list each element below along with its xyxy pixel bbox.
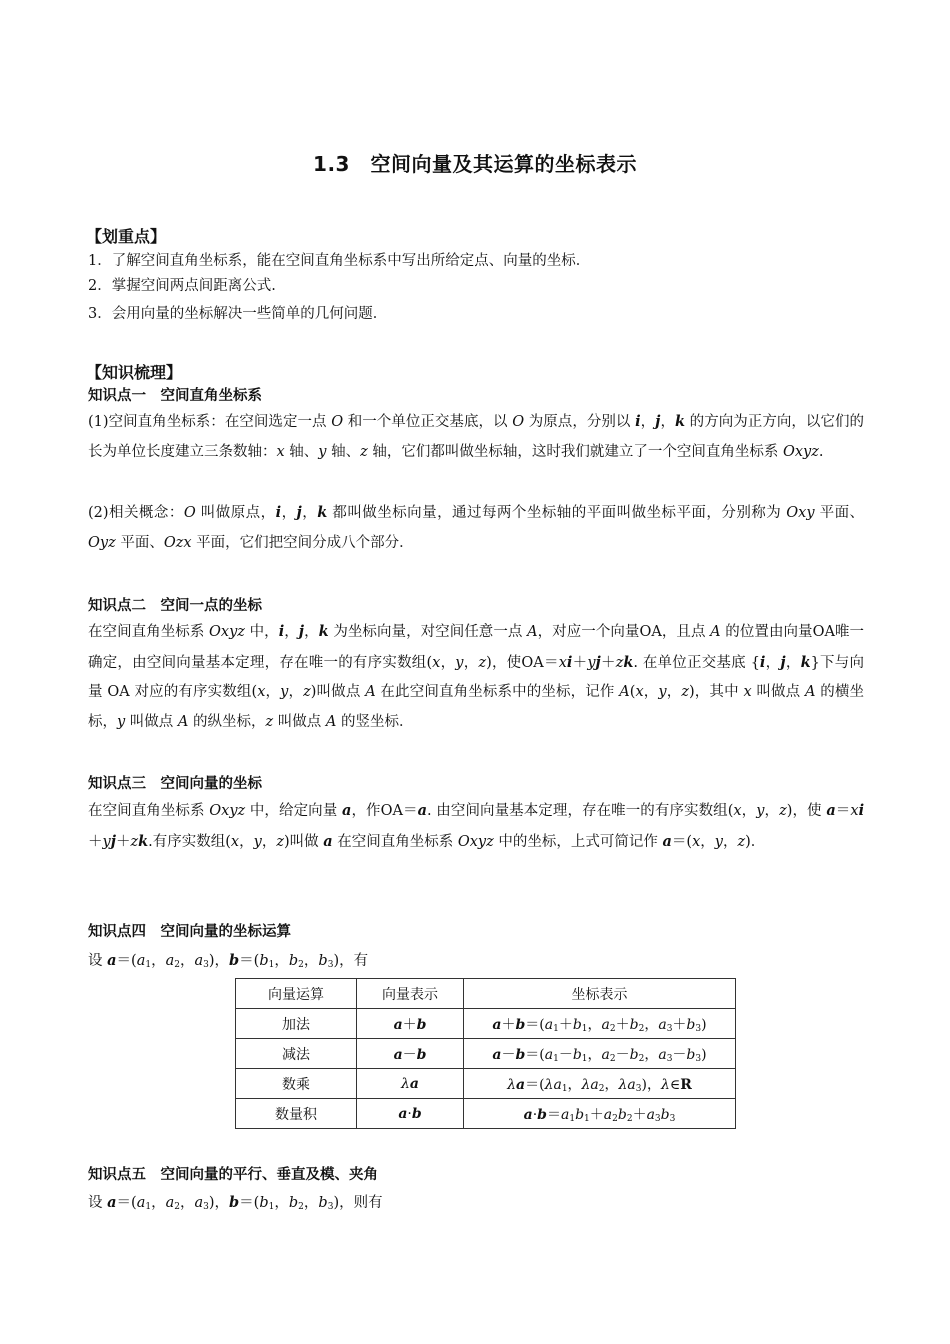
kp3-title: 知识点三 空间向量的坐标 <box>88 776 262 792</box>
vector-form: a－b <box>357 1039 464 1069</box>
coordinate-form: $a-b=(a_1-b_1$，$a_2-b_2$，$a_3-b_3$) <box>464 1039 736 1069</box>
table-row <box>236 1009 736 1039</box>
kp4-title: 知识点四 空间向量的坐标运算 <box>88 924 291 940</box>
kp1-title: 知识点一 空间直角坐标系 <box>88 388 262 404</box>
table-header: 向量运算 <box>236 979 357 1009</box>
coordinate-form: $a+b=(a_1+b_1$，$a_2+b_2$，$a_3+b_3$) <box>464 1009 736 1039</box>
page-title: 1.3 空间向量及其运算的坐标表示 <box>313 152 637 176</box>
vector-form: a＋b <box>357 1009 464 1039</box>
kp5-title: 知识点五 空间向量的平行、垂直及模、夹角 <box>88 1167 378 1183</box>
focus-item-2: 2．掌握空间两点间距离公式. <box>88 278 276 294</box>
kp1-paragraph-1: (1)空间直角坐标系：在空间选定一点 O 和一个单位正交基底，以 O 为原点，分别以 i，j，k 的方向为正方向，以它们的长为单位长度建立三条数轴：x 轴、y 轴、z 轴，它们都叫做坐标轴，这时我们就建立了一个空间直角坐标系 Oxyz. <box>88 413 865 460</box>
table-header-row <box>236 979 736 1009</box>
focus-item-1: 1．了解空间直角坐标系，能在空间直角坐标系中写出所给定点、向量的坐标． <box>88 253 591 269</box>
knowledge-heading: 【知识梳理】 <box>86 363 183 382</box>
focus-heading: 【划重点】 <box>86 227 167 246</box>
table-row <box>236 1069 736 1099</box>
coordinate-form: $\lambda a=(\lambda a_1$，$\lambda a_2$，$\lambda a_3$)，λ∈R <box>464 1069 736 1099</box>
coordinate-form: $a\cdot b=a_1b_1+a_2b_2+a_3b_3$ <box>464 1099 736 1129</box>
focus-item-3: 3．会用向量的坐标解决一些简单的几何问题． <box>88 306 388 322</box>
kp5-intro: 设 $a=(a_1$，$a_2$，$a_3$)，$b=(b_1$，$b_2$，$b_3$)，则有 <box>88 1194 383 1212</box>
vector-form: a·b <box>357 1099 464 1129</box>
coordinate-operations-table <box>235 978 736 1129</box>
table-row <box>236 1099 736 1129</box>
table-header: 坐标表示 <box>464 979 736 1009</box>
kp4-intro: 设 $a=(a_1$，$a_2$，$a_3$)，$b=(b_1$，$b_2$，$b_3$)，有 <box>88 952 369 970</box>
kp2-title: 知识点二 空间一点的坐标 <box>88 598 262 614</box>
kp3-paragraph: 在空间直角坐标系 Oxyz 中，给定向量 a，作OA＝a. 由空间向量基本定理，存在唯一的有序实数组(x，y，z)，使 a＝xi＋yj＋zk.有序实数组(x，y，z)叫做 a 在空间直角坐标系 Oxyz 中的坐标，上式可简记作 a＝(x，y，z)． <box>88 802 865 850</box>
op-name: 减法 <box>236 1039 357 1069</box>
op-name: 加法 <box>236 1009 357 1039</box>
vector-form: λa <box>357 1069 464 1099</box>
table-header: 向量表示 <box>357 979 464 1009</box>
op-name: 数乘 <box>236 1069 357 1099</box>
kp1-paragraph-2: (2)相关概念：O 叫做原点，i，j，k 都叫做坐标向量，通过每两个坐标轴的平面叫做坐标平面，分别称为 Oxy 平面、Oyz 平面、Ozx 平面，它们把空间分成八个部分． <box>88 504 865 551</box>
op-name: 数量积 <box>236 1099 357 1129</box>
kp2-paragraph: 在空间直角坐标系 Oxyz 中，i，j，k 为坐标向量，对空间任意一点 A，对应一个向量OA，且点 A 的位置由向量OA唯一确定，由空间向量基本定理，存在唯一的有序实数组(x，y，z)，使OA＝xi＋yj＋zk. 在单位正交基底 {i，j，k}下与向量 OA 对应的有序实数组(x，y，z)叫做点 A 在此空间直角坐标系中的坐标，记作 A(x，y，z)，其中 x 叫做点 A 的横坐标，y 叫做点 A 的纵坐标，z 叫做点 A 的竖坐标． <box>88 623 865 730</box>
table-row <box>236 1039 736 1069</box>
